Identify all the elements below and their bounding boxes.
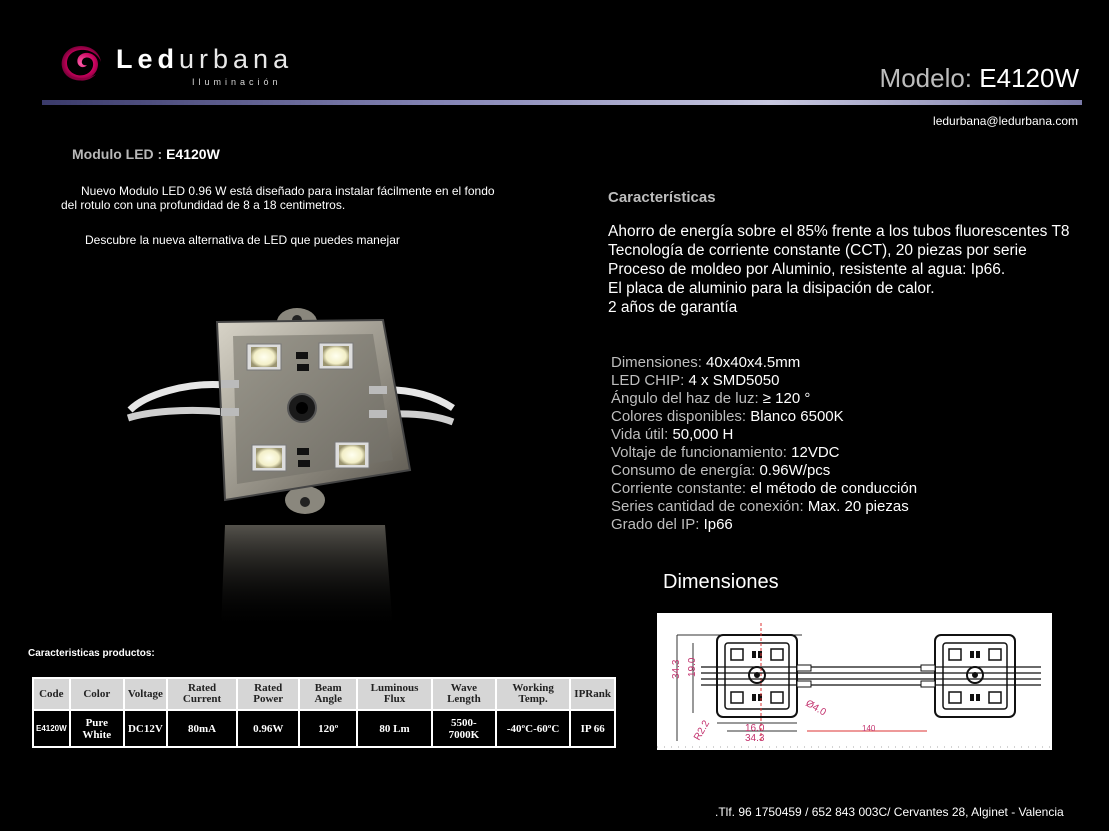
table-header: Color — [71, 679, 123, 709]
dimensions-title: Dimensiones — [663, 571, 779, 593]
table-header-row — [34, 679, 614, 709]
swirl-logo-icon — [58, 42, 104, 84]
table-header: Luminous Flux — [358, 679, 430, 709]
brand-name — [116, 44, 293, 75]
table-header: Wave Length — [433, 679, 495, 709]
spec-value: el método de conducción — [750, 480, 918, 497]
product-table — [32, 677, 616, 748]
table-cell: -40ºC-60ºC — [497, 711, 569, 746]
spec-item — [611, 498, 917, 516]
spec-item — [611, 408, 917, 426]
model-label: Modelo: — [879, 63, 973, 93]
module-label: Modulo LED : — [72, 146, 163, 162]
feature-item: Proceso de moldeo por Aluminio, resistente al agua: Ip66. — [608, 261, 1006, 278]
table-header: Working Temp. — [497, 679, 569, 709]
brand-name-rest: urbana — [179, 44, 294, 74]
table-cell: 80 Lm — [358, 711, 430, 746]
features-title: Características — [608, 189, 716, 206]
spec-label: Vida útil: — [611, 426, 669, 443]
ledurbana-logo — [58, 38, 294, 94]
footer-contact — [715, 805, 1064, 819]
footer-address: C/ Cervantes 28, Alginet - Valencia — [878, 805, 1064, 819]
contact-email[interactable]: ledurbana@ledurbana.com — [933, 114, 1078, 128]
table-cell: E4120W — [34, 711, 69, 746]
table-header: Rated Power — [238, 679, 298, 709]
feature-item: 2 años de garantía — [608, 299, 738, 316]
spec-item — [611, 480, 917, 498]
model-title — [880, 63, 1079, 94]
led-module-image — [125, 300, 455, 640]
spec-value: 12VDC — [791, 444, 840, 461]
dimension-drawing — [657, 613, 1052, 750]
table-header: Rated Current — [168, 679, 236, 709]
table-header: Code — [34, 679, 69, 709]
spec-label: Grado del IP: — [611, 516, 700, 533]
spec-value: 50,000 H — [672, 426, 734, 443]
discover-text: Descubre la nueva alternativa de LED que puedes manejar — [85, 233, 400, 247]
feature-item: El placa de aluminio para la disipación de calor. — [608, 280, 935, 297]
spec-value: Blanco 6500K — [750, 408, 844, 425]
header-divider — [42, 100, 1082, 105]
dim-label-width: 34.3 — [745, 733, 765, 744]
spec-value: 4 x SMD5050 — [688, 372, 780, 389]
spec-label: Colores disponibles: — [611, 408, 747, 425]
spec-label: LED CHIP: — [611, 372, 685, 389]
table-row — [34, 711, 614, 746]
spec-item — [611, 426, 917, 444]
spec-value: 40x40x4.5mm — [706, 354, 801, 371]
dim-label-hole: Ø4.0 — [803, 698, 828, 719]
table-cell: 80mA — [168, 711, 236, 746]
spec-item — [611, 390, 917, 408]
table-header: Beam Angle — [300, 679, 356, 709]
spec-value: 0.96W/pcs — [759, 462, 831, 479]
module-heading — [72, 146, 220, 162]
spec-label: Voltaje de funcionamiento: — [611, 444, 787, 461]
module-value: E4120W — [166, 146, 220, 162]
spec-value: Max. 20 piezas — [807, 498, 909, 515]
table-cell: DC12V — [125, 711, 166, 746]
spec-value: ≥ 120 ° — [762, 390, 811, 407]
spec-label: Corriente constante: — [611, 480, 747, 497]
table-cell: 0.96W — [238, 711, 298, 746]
dim-label-inner-width: 16.0 — [745, 723, 765, 734]
brand-name-bold: Led — [116, 44, 180, 74]
description-line-1: Nuevo Modulo LED 0.96 W está diseñado para instalar fácilmente en el fondo — [81, 184, 495, 198]
spec-list — [611, 354, 917, 534]
table-cell: Pure White — [71, 711, 123, 746]
table-cell: 120º — [300, 711, 356, 746]
table-cell: IP 66 — [571, 711, 614, 746]
table-header: Voltage — [125, 679, 166, 709]
spec-item — [611, 462, 917, 480]
spec-label: Ángulo del haz de luz: — [611, 390, 759, 407]
spec-item — [611, 354, 917, 372]
feature-item: Ahorro de energía sobre el 85% frente a los tubos fluorescentes T8 — [608, 223, 1070, 240]
spec-item — [611, 444, 917, 462]
dim-label-height: 34.3 — [671, 659, 682, 679]
spec-item — [611, 516, 917, 534]
model-value: E4120W — [979, 63, 1079, 93]
spec-label: Consumo de energía: — [611, 462, 756, 479]
description-line-2: del rotulo con una profundidad de 8 a 18 centimetros. — [61, 198, 346, 212]
dim-label-radius: R2.2 — [692, 718, 713, 743]
dim-label-inner-height: 19.0 — [687, 657, 698, 677]
brand-tagline: Iluminación — [192, 77, 282, 87]
spec-item — [611, 372, 917, 390]
table-cell: 5500- 7000K — [433, 711, 495, 746]
dim-label-spacing: 140 — [862, 724, 876, 733]
spec-value: Ip66 — [703, 516, 733, 533]
footer-phone: .Tlf. 96 1750459 / 652 843 003 — [715, 805, 879, 819]
table-header: IPRank — [571, 679, 614, 709]
features-list — [608, 222, 1070, 317]
feature-item: Tecnología de corriente constante (CCT), 20 piezas por serie — [608, 242, 1027, 259]
spec-label: Series cantidad de conexión: — [611, 498, 804, 515]
module-description — [61, 184, 541, 212]
product-table-title: Caracteristicas productos: — [28, 648, 155, 659]
spec-label: Dimensiones: — [611, 354, 702, 371]
